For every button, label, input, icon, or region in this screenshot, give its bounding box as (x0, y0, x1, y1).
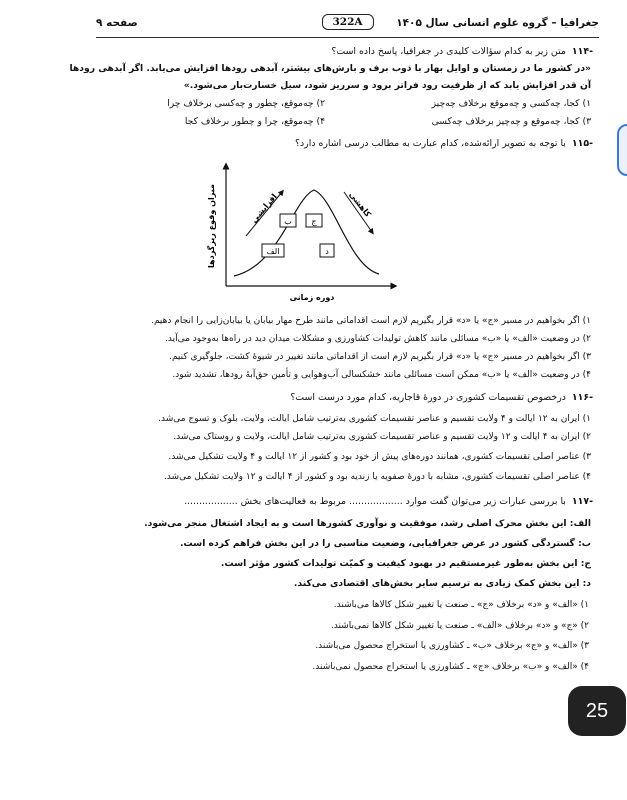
option-115-1[interactable]: ۱) اگر بخواهیم در مسیر «ج» یا «د» قرار بگیریم لازم است اقداماتی مانند طرح مهار بیابان یا بیابان‌زایی را انجام دهیم. (151, 316, 591, 326)
option-114-1[interactable]: ۱) کجا، چه‌کسی و چه‌موقع برخلاف چه‌چیز (431, 98, 591, 109)
question-number: -۱۱۴ (571, 46, 593, 57)
option-117-2[interactable]: ۲) «ج» و «د» برخلاف «الف» ـ صنعت یا تغییر شکل کالاها نمی‌باشند. (330, 621, 589, 631)
falling-label: کاهشی (347, 190, 373, 219)
statement-d: د: این بخش کمک زیادی به ترسیم سایر بخش‌های اقتصادی می‌کند. (293, 578, 591, 589)
question-115-stem (295, 138, 593, 150)
question-text: درخصوص تقسیمات کشوری در دورهٔ قاجاریه، کدام مورد درست است؟ (290, 392, 566, 403)
question-117-stem (184, 496, 593, 508)
header-divider (96, 37, 599, 38)
option-114-4[interactable]: ۴) چه‌موقع، چرا و چطور برخلاف کجا (184, 116, 325, 127)
question-number: -۱۱۷ (571, 496, 593, 507)
option-117-4[interactable]: ۴) «الف» و «ب» برخلاف «ج» ـ کشاورزی یا استخراج محصول نمی‌باشند. (312, 662, 589, 672)
option-114-2[interactable]: ۲) چه‌موقع، چطور و چه‌کسی برخلاف چرا (167, 98, 325, 109)
page-count-badge[interactable]: 25 (568, 686, 626, 736)
y-axis-label: میزان وقوع ریزگردها (207, 184, 216, 268)
option-117-3[interactable]: ۳) «الف» و «ج» برخلاف «ب» ـ کشاورزی یا استخراج محصول می‌باشند. (315, 641, 589, 651)
question-114-stem (331, 46, 593, 58)
option-114-3[interactable]: ۳) کجا، چه‌موقع و چه‌چیز برخلاف چه‌کسی (431, 116, 591, 127)
floating-handle[interactable] (617, 124, 627, 176)
option-115-4[interactable]: ۴) در وضعیت «الف» یا «ب» ممکن است مسائلی مانند خشکسالی آب‌وهوایی و تأمین حق‌آبهٔ رودها، تشدید شود. (172, 370, 591, 380)
statement-alef: الف: این بخش محرک اصلی رشد، موفقیت و نوآوری کشورها است و به ایجاد اشتغال منجر می‌شود. (144, 518, 591, 529)
question-number: -۱۱۶ (571, 392, 593, 403)
option-116-4[interactable]: ۴) عناصر اصلی تقسیمات کشوری، مشابه با دورهٔ صفویه یا زندیه بود و کشور از ۴ ایالت و ۱۲ ولایت تشکیل می‌شد. (163, 472, 591, 482)
dust-occurrence-chart (204, 158, 404, 306)
box-j-label: ج (311, 217, 317, 226)
question-text: متن زیر به کدام سؤالات کلیدی در جغرافیا، پاسخ داده است؟ (331, 46, 566, 57)
box-alef-label: الف (266, 247, 280, 256)
box-d-label: د (325, 247, 329, 256)
page-number: صفحه ۹ (96, 17, 138, 29)
option-115-3[interactable]: ۳) اگر بخواهیم در مسیر «ج» یا «د» قرار بگیریم لازم است از اقداماتی مانند تغییر در شیوهٔ کشت، جلوگیری کنیم. (169, 352, 591, 362)
x-axis-label: دوره زمانی (289, 293, 335, 302)
statement-b: ب: گستردگی کشور در عرض جغرافیایی، وضعیت مناسبی را در این بخش فراهم کرده است. (179, 538, 591, 549)
question-116-stem (290, 392, 593, 404)
question-number: -۱۱۵ (571, 138, 593, 149)
option-116-2[interactable]: ۲) ایران به ۴ ایالت و ۱۲ ولایت تقسیم و عناصر تقسیمات کشوری به‌ترتیب شامل ایالت، ولایت و روستاک می‌شد. (173, 432, 591, 442)
header-title: جغرافیا – گروه علوم انسانی سال ۱۴۰۵ (396, 17, 599, 29)
option-116-1[interactable]: ۱) ایران به ۱۲ ایالت و ۴ ولایت تقسیم و عناصر تقسیمات کشوری به‌ترتیب شامل ایالت، ولایت، بلوک و تسوج می‌شد. (158, 414, 591, 424)
statement-j: ج: این بخش به‌طور غیرمستقیم در بهبود کیفیت و کمیّت تولیدات کشور مؤثر است. (220, 558, 591, 569)
option-116-3[interactable]: ۳) عناصر اصلی تقسیمات کشوری، همانند دوره‌های پیش از خود بود و کشور از ۱۲ ایالت و ۴ ولایت تشکیل می‌شد. (168, 452, 591, 462)
page-header (96, 12, 599, 36)
box-b-label: ب (284, 217, 292, 226)
exam-code: 322A (321, 14, 373, 30)
question-114-quote-1: «در کشور ما در زمستان و اوایل بهار با ذوب برف و بارش‌های بیشتر، آبدهی رودها افزایش می‌یابد. اگر آبدهی رودها (69, 63, 591, 74)
option-115-2[interactable]: ۲) در وضعیت «الف» یا «ب» مسائلی مانند کاهش تولیدات کشاورزی و مشکلات میدان دید در راه‌ها به‌وجود می‌آید. (164, 334, 591, 344)
option-117-1[interactable]: ۱) «الف» و «د» برخلاف «ج» ـ صنعت یا تغییر شکل کالاها می‌باشند. (333, 600, 589, 610)
question-text: با توجه به تصویر ارائه‌شده، کدام عبارت به مطالب درسی اشاره دارد؟ (295, 138, 566, 149)
question-text: با بررسی عبارات زیر می‌توان گفت موارد .................. مربوط به فعالیت‌های بخش .................. (184, 496, 566, 507)
question-114-quote-2: آن قدر افزایش یابد که از ظرفیت رود فراتر برود و سرریز شود، سیل خسارت‌بار می‌شود.» (183, 80, 591, 91)
rising-label: افزایشی (249, 192, 279, 225)
